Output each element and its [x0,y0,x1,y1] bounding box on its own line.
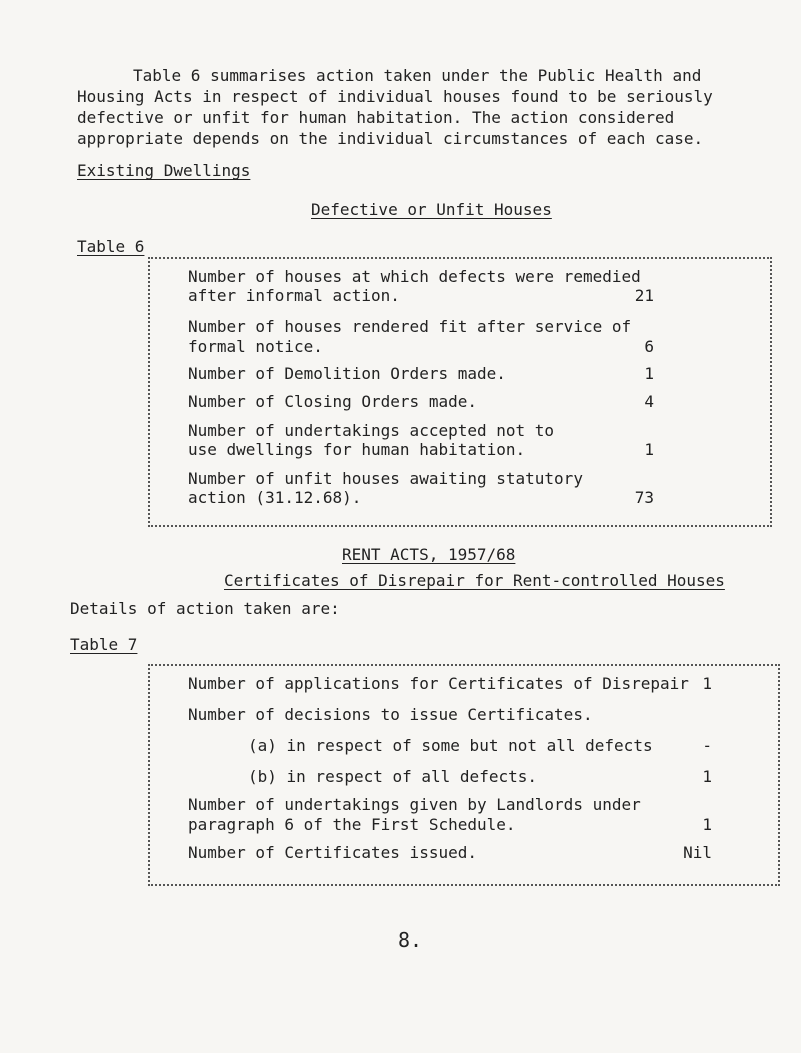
table7-title: Certificates of Disrepair for Rent-controlled Houses [224,571,725,590]
table6-label: Table 6 [77,237,145,256]
table7-row-2-text: Number of decisions to issue Certificates. [188,705,593,724]
table6-row-2-text-cont: formal notice. [188,337,323,356]
table7-row-4-value: 1 [702,767,712,786]
table6-row-5-value: 1 [644,440,654,459]
table6-row-2-value: 6 [644,337,654,356]
table7-row-3-value: - [702,736,712,755]
intro-line-4: appropriate depends on the individual circumstances of each case. [77,129,704,148]
table6-row-1-value: 21 [634,286,654,305]
intro-line-3: defective or unfit for human habitation. The action considered [77,108,675,127]
section-heading-existing-dwellings: Existing Dwellings [77,161,251,180]
table6-row-3-text: Number of Demolition Orders made. [188,364,506,383]
table6-row-5-text-cont: use dwellings for human habitation. [188,440,526,459]
table6-row-6-text-cont: action (31.12.68). [188,488,362,507]
table6-row-1-text: Number of houses at which defects were remedied [188,267,641,286]
table6-row-6-value: 73 [634,488,654,507]
intro-line-2: Housing Acts in respect of individual houses found to be seriously [77,87,713,106]
table7-row-6-text: Number of Certificates issued. [188,843,477,862]
page-number: 8. [398,928,423,952]
table7-row-1-value: 1 [702,674,712,693]
table6-row-4-value: 4 [644,392,654,411]
table7-row-5-text: Number of undertakings given by Landlords under [188,795,641,814]
table6-row-1-text-cont: after informal action. [188,286,400,305]
rent-acts-heading: RENT ACTS, 1957/68 [342,545,516,564]
table7-row-1-text: Number of applications for Certificates of Disrepair [188,674,689,693]
details-intro: Details of action taken are: [70,599,340,618]
table7-row-5-text-cont: paragraph 6 of the First Schedule. [188,815,516,834]
table7-row-4-text: (b) in respect of all defects. [248,767,537,786]
table7-row-6-value: Nil [683,843,712,862]
intro-line-1: Table 6 summarises action taken under the Public Health and [133,66,702,85]
table6-row-3-value: 1 [644,364,654,383]
table6-row-2-text: Number of houses rendered fit after service of [188,317,632,336]
table6-row-4-text: Number of Closing Orders made. [188,392,477,411]
table7-row-5-value: 1 [702,815,712,834]
table6-row-6-text: Number of unfit houses awaiting statutory [188,469,583,488]
table7-row-3-text: (a) in respect of some but not all defects [248,736,653,755]
table7-label: Table 7 [70,635,138,654]
table6-row-5-text: Number of undertakings accepted not to [188,421,555,440]
table6-title: Defective or Unfit Houses [311,200,552,219]
